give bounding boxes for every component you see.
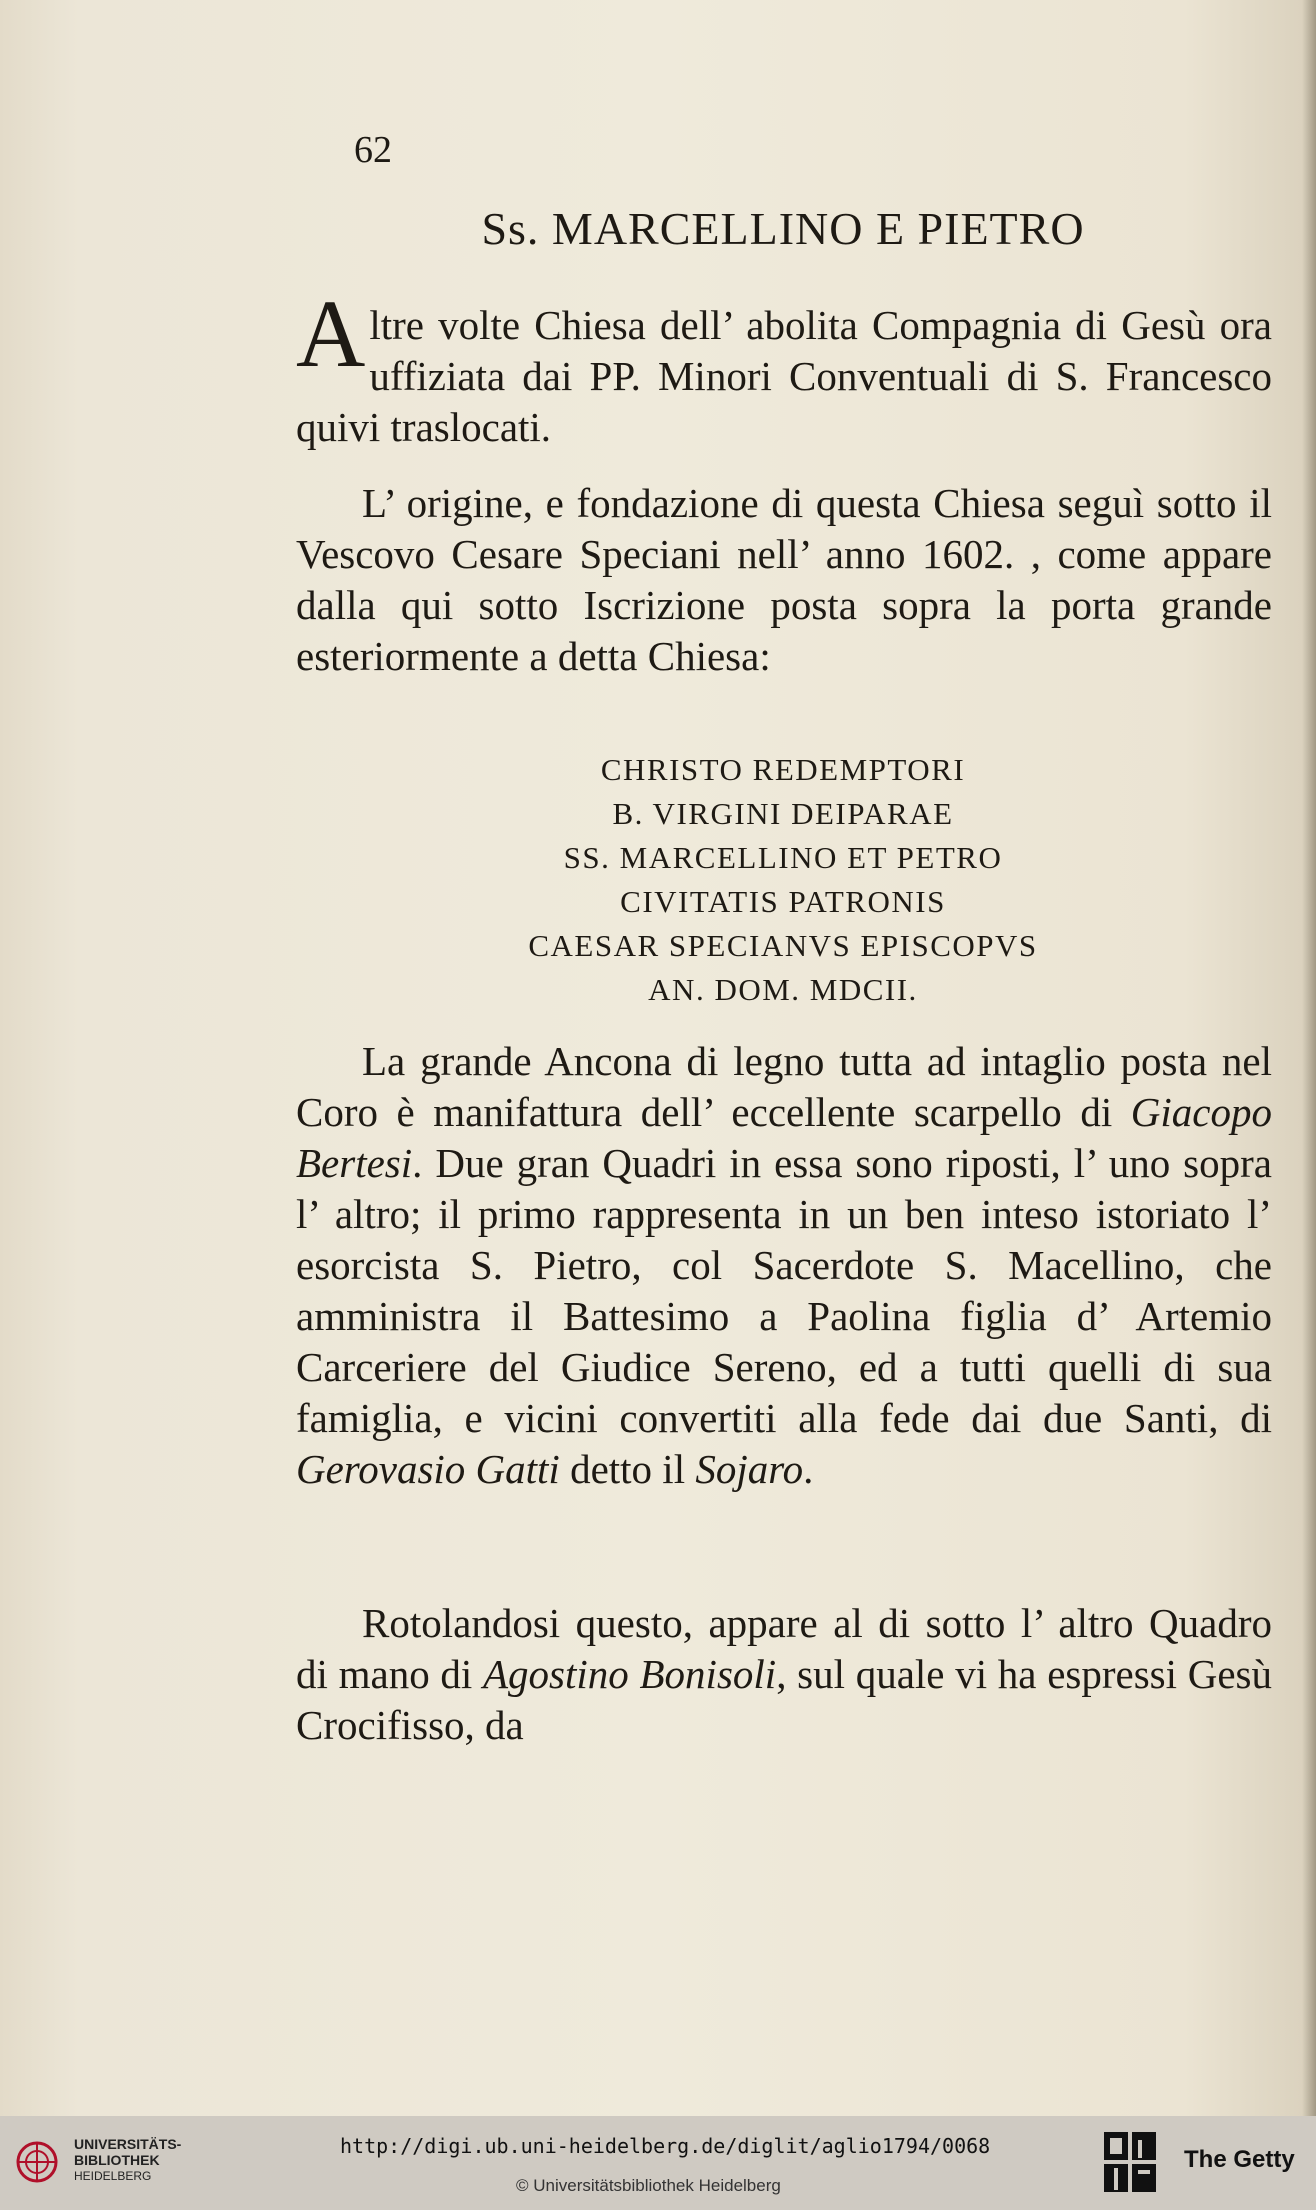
- inscription-line: CAESAR SPECIANVS EPISCOPVS: [528, 928, 1038, 963]
- inscription-line: AN. DOM. MDCII.: [648, 972, 918, 1007]
- paragraph-2: [296, 478, 1272, 682]
- paragraph-4: [296, 1598, 1272, 1751]
- inscription-line: CHRISTO REDEMPTORI: [600, 752, 966, 787]
- paragraph-2-text: L’ origine, e fondazione di questa Chiesa seguì sotto il Vescovo Cesare Speciani nell’ anno 1602. , come appare dalla qui sotto Iscrizione posta sopra la porta grande esteriormente a detta Chiesa:: [296, 480, 1272, 679]
- artist-name: Agostino Bonisoli: [483, 1651, 777, 1697]
- library-name-line: UNIVERSITÄTS-: [74, 2136, 182, 2152]
- artist-nickname: Sojaro: [695, 1446, 804, 1492]
- viewer-footer: [0, 2116, 1316, 2210]
- university-library-logo-icon: [16, 2138, 58, 2186]
- library-name-line: HEIDELBERG: [74, 2169, 152, 2183]
- paragraph-1: [296, 280, 1272, 453]
- inscription-line: SS. MARCELLINO ET PETRO: [563, 840, 1003, 875]
- paragraph-3-text: . Due gran Quadri in essa sono riposti, l’ uno sopra l’ altro; il primo rappresenta in un ben inteso istoriato l’ esorcista S. Pietro, col Sacerdote S. Macellino, che amministra il Battesimo a Paolina figlia d’ Artemio Carceriere del Giudice Sereno, ed a tutti quelli di sua famiglia, e vicini convertiti alla fede dai due Santi, di: [296, 1140, 1272, 1441]
- permalink-url[interactable]: http://digi.ub.uni-heidelberg.de/diglit/aglio1794/0068: [340, 2134, 991, 2158]
- paragraph-3-text: .: [803, 1446, 814, 1492]
- inscription-block: [296, 748, 1270, 1012]
- artist-name: Gerovasio Gatti: [296, 1446, 560, 1492]
- paragraph-1-text: ltre volte Chiesa dell’ abolita Compagnia di Gesù ora uffiziata dai PP. Minori Conventuali di S. Francesco quivi traslocati.: [296, 302, 1272, 450]
- drop-capital: A: [296, 280, 366, 387]
- library-name-line: BIBLIOTHEK: [74, 2152, 160, 2168]
- paragraph-3: [296, 1036, 1272, 1495]
- section-heading: Ss. MARCELLINO E PIETRO: [481, 203, 1085, 254]
- library-name: [74, 2136, 181, 2184]
- getty-logo-icon: [1102, 2130, 1158, 2194]
- paragraph-3-text: detto il: [559, 1446, 696, 1492]
- artist-name: Giacopo Bertesi: [296, 1089, 1272, 1186]
- page-number: 62: [354, 129, 392, 171]
- paragraph-4-text: Rotolandosi questo, appare al di sotto l’ altro Quadro di mano di: [296, 1600, 1272, 1697]
- inscription-line: B. VIRGINI DEIPARAE: [612, 796, 954, 831]
- inscription-line: CIVITATIS PATRONIS: [620, 884, 946, 919]
- paragraph-4-text: , sul quale vi ha espressi Gesù Crocifisso, da: [296, 1651, 1272, 1748]
- paragraph-3-text: La grande Ancona di legno tutta ad intaglio posta nel Coro è manifattura dell’ eccellente scarpello di: [296, 1038, 1272, 1135]
- copyright-notice: © Universitätsbibliothek Heidelberg: [516, 2176, 781, 2195]
- partner-name: The Getty: [1184, 2146, 1295, 2173]
